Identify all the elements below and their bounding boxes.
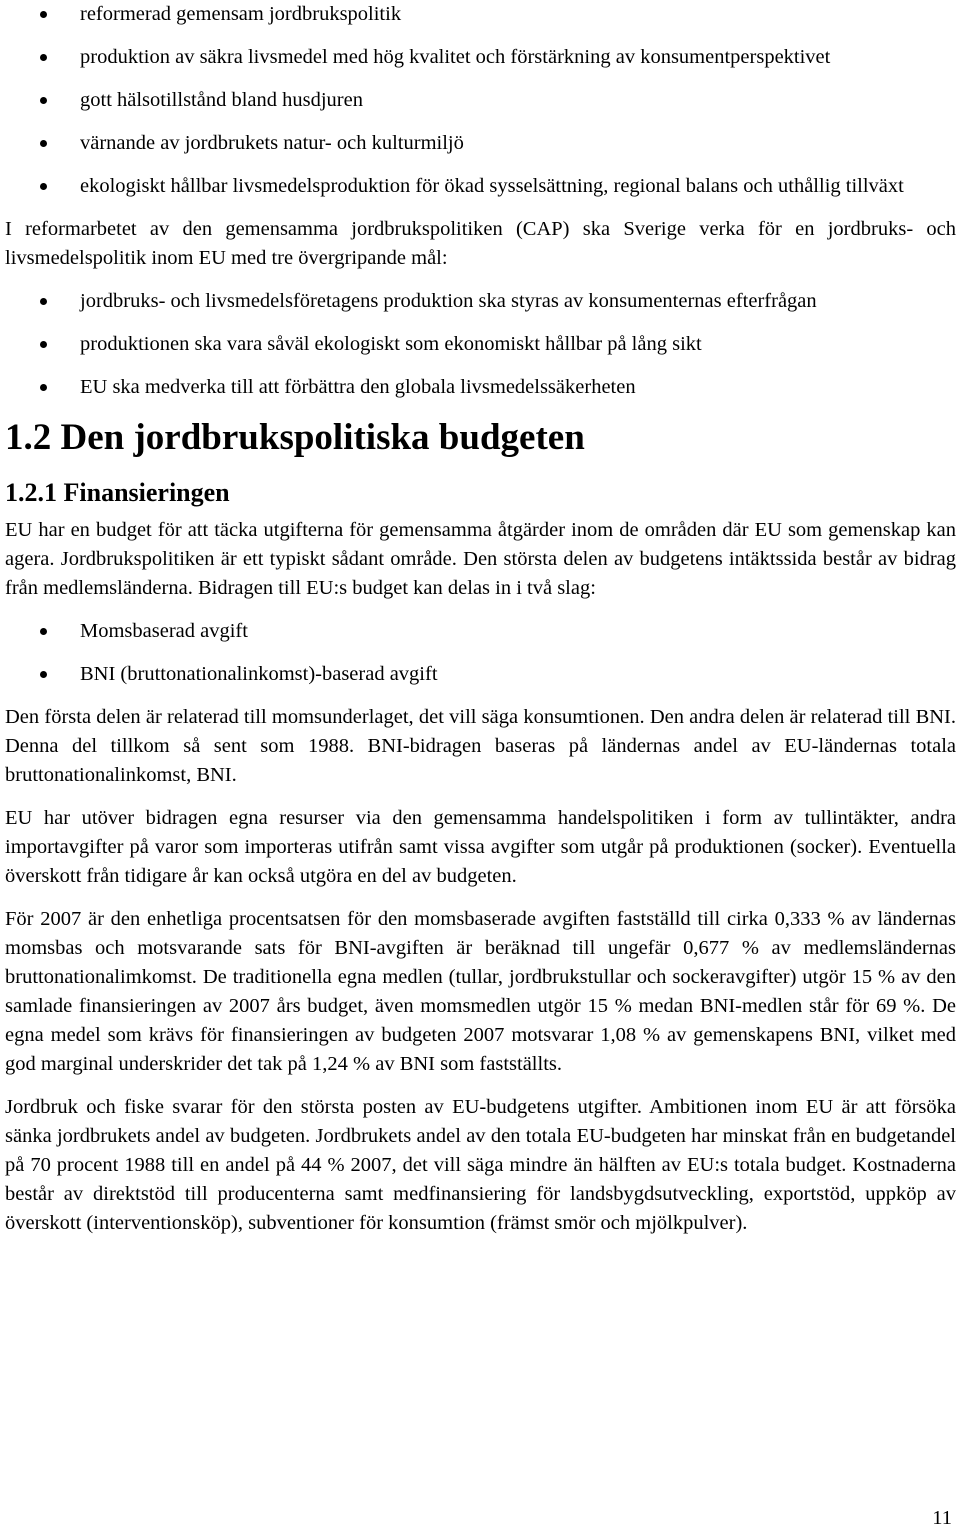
bullet-icon [40,628,47,635]
list-item: Momsbaserad avgift [5,617,956,646]
bullet-list-goals [5,287,956,402]
bullet-icon [40,140,47,147]
bullet-list-top [5,0,956,201]
list-item: värnande av jordbrukets natur- och kulturmiljö [5,129,956,158]
bullet-icon [40,341,47,348]
bullet-icon [40,183,47,190]
list-item: BNI (bruttonationalinkomst)-baserad avgift [5,660,956,689]
list-item: gott hälsotillstånd bland husdjuren [5,86,956,115]
bullet-icon [40,54,47,61]
bullet-icon [40,298,47,305]
section-heading: 1.2 Den jordbrukspolitiska budgeten [5,417,585,458]
bullet-icon [40,97,47,104]
list-item: reformerad gemensam jordbrukspolitik [5,0,956,29]
paragraph-own-resources: EU har utöver bidragen egna resurser via den gemensamma handelspolitiken i form av tullintäkter, andra importavgifter på varor som importeras utifrån samt vissa avgifter som utgår på produktionen (socker). Eventuella överskott från tidigare år kan också utgöra en del av budgeten. [5,807,956,887]
paragraph-cap-goals: I reformarbetet av den gemensamma jordbrukspolitiken (CAP) ska Sverige verka för en jordbruks- och livsmedelspolitik inom EU med tre övergripande mål: [5,218,956,269]
bullet-icon [40,671,47,678]
list-item: produktion av säkra livsmedel med hög kvalitet och förstärkning av konsumentperspektivet [5,43,956,72]
list-item: produktionen ska vara såväl ekologiskt som ekonomiskt hållbar på lång sikt [5,330,956,359]
bullet-icon [40,384,47,391]
paragraph-first-part: Den första delen är relaterad till momsunderlaget, det vill säga konsumtionen. Den andra delen är relaterad till BNI. Denna del tillkom så sent som 1988. BNI-bidragen baseras på ländernas andel av EU-ländernas totala bruttonationalinkomst, BNI. [5,706,956,786]
list-item: EU ska medverka till att förbättra den globala livsmedelssäkerheten [5,373,956,402]
list-item: jordbruks- och livsmedelsföretagens produktion ska styras av konsumenternas efterfrågan [5,287,956,316]
bullet-list-fees [5,617,956,689]
paragraph-agriculture: Jordbruk och fiske svarar för den största posten av EU-budgetens utgifter. Ambitionen inom EU är att försöka sänka jordbrukets andel av budgeten. Jordbrukets andel av den totala EU-budgeten har minskat från en budgetandel på 70 procent 1988 till en andel på 44 % 2007, det vill säga mindre än hälften av EU:s totala budget. Kostnaderna består av direktstöd till producenterna samt medfinansiering för landsbygdsutveckling, exportstöd, uppköp av överskott (interventionsköp), subventioner för konsumtion (främst smör och mjölkpulver). [5,1096,956,1234]
bullet-icon [40,11,47,18]
list-item: ekologiskt hållbar livsmedelsproduktion för ökad sysselsättning, regional balans och uthållig tillväxt [5,172,956,201]
subsection-heading: 1.2.1 Finansieringen [5,478,230,507]
paragraph-budget: EU har en budget för att täcka utgifterna för gemensamma åtgärder inom de områden där EU som gemenskap kan agera. Jordbrukspolitiken är ett typiskt sådant område. Den största delen av budgetens intäktssida består av bidrag från medlemsländerna. Bidragen till EU:s budget kan delas in i två slag: [5,519,956,599]
document-page [5,0,956,1252]
page-number: 11 [932,1507,952,1529]
paragraph-2007: För 2007 är den enhetliga procentsatsen för den momsbaserade avgiften fastställd till cirka 0,333 % av ländernas momsbas och motsvarande sats för BNI-avgiften är beräknad till ungefär 0,677 % av medlemsländernas bruttonationalimkomst. De traditionella egna medlen (tullar, jordbrukstullar och sockeravgifter) utgör 15 % av den samlade finansieringen av 2007 års budget, även momsmedlen utgör 15 % medan BNI-medlen står för 69 %. De egna medel som krävs för finansieringen av budgeten 2007 motsvarar 1,08 % av gemenskapens BNI, vilket med god marginal underskrider det tak på 1,24 % av BNI som fastställts. [5,908,956,1075]
